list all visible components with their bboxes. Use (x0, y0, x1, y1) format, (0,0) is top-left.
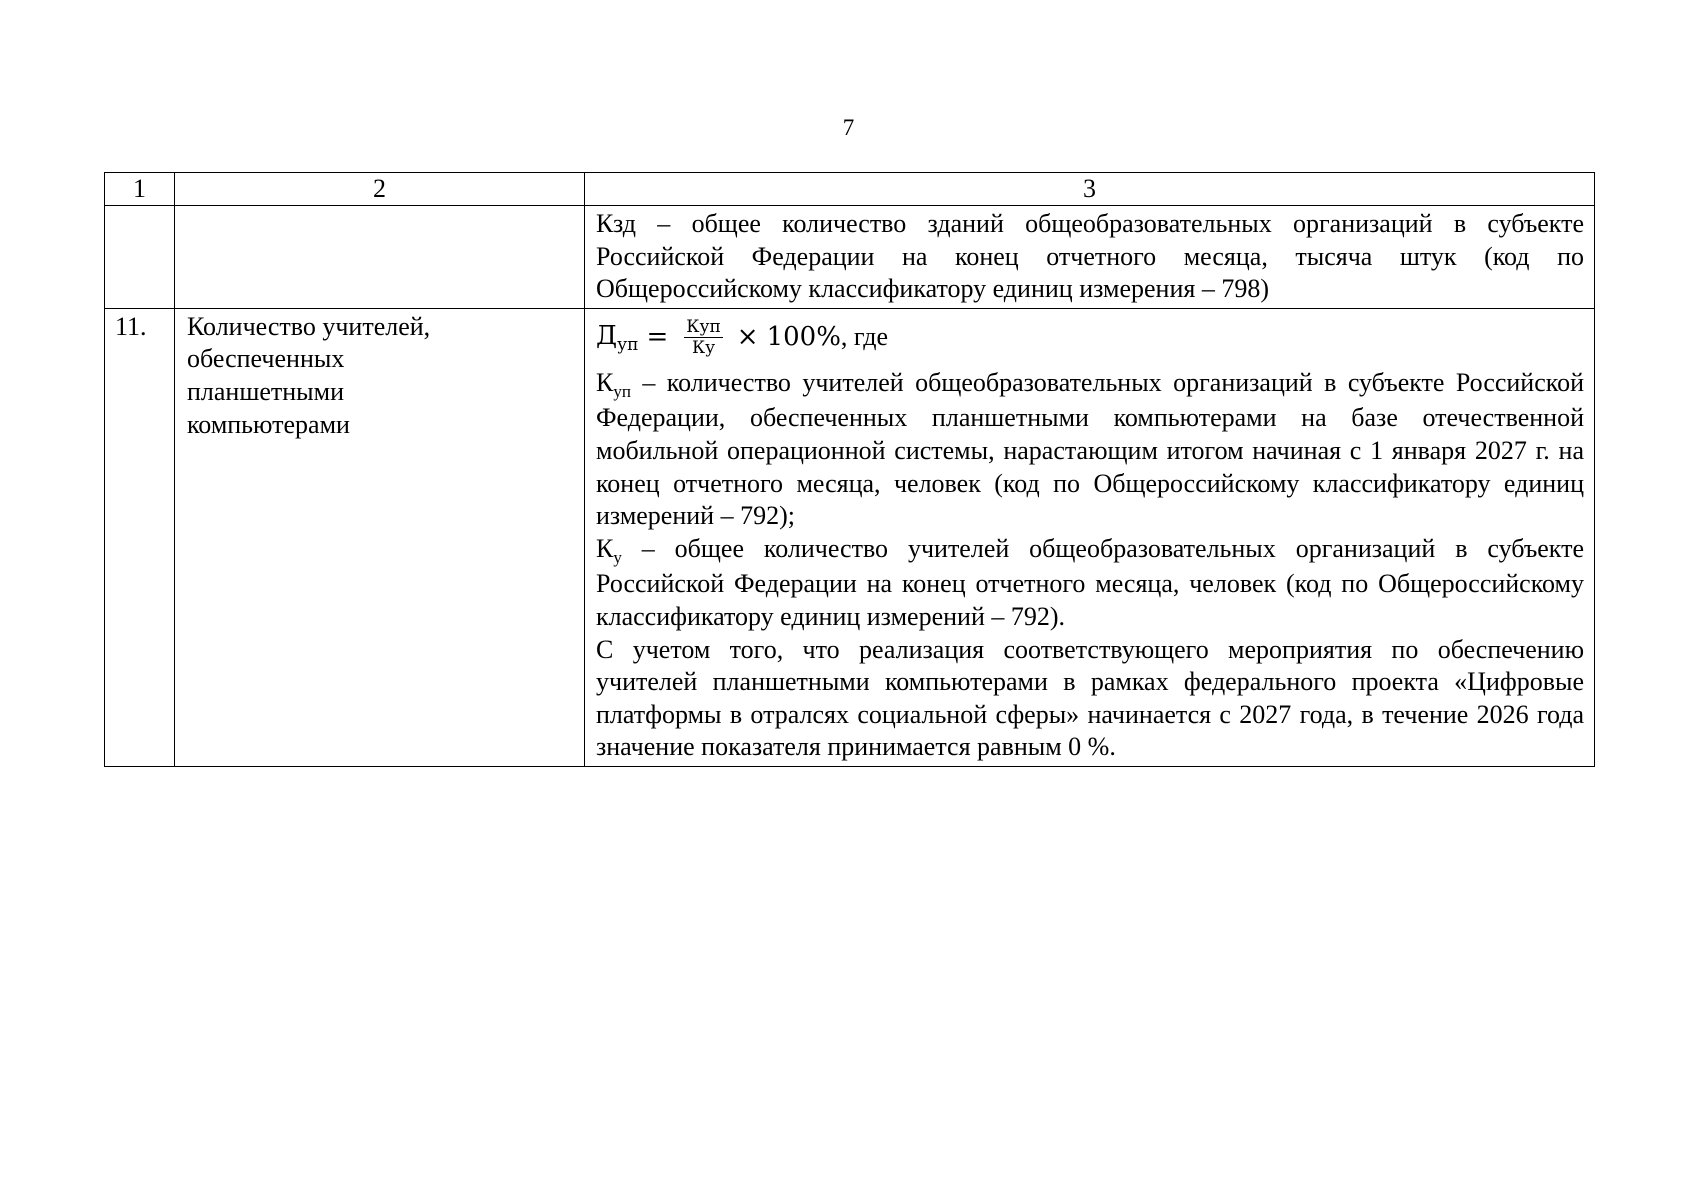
formula-percent: 100% (766, 322, 841, 353)
indicator-name-line: компьютерами (187, 409, 350, 439)
page-number: 7 (842, 115, 855, 140)
indicator-name-cell (175, 206, 585, 309)
kup-definition: $К_{уп}$ – количество учителей общеобразовательных организаций в субъекте Российской Федерации, обеспеченных планшетными компьютерами на базе отечественной мобильной операционной системы, нарастающим итогом начиная с 1 января 2027 г. на конец отчетного месяца, человек (код по Общероссийскому классификатору единиц измерений – 792); (596, 367, 1584, 531)
indicator-name-line: обеспеченных (187, 344, 345, 374)
formula-times: × (736, 322, 759, 353)
formula-equals: = (646, 322, 669, 353)
row-number-cell (105, 206, 175, 309)
methodology-cell (585, 308, 1595, 766)
formula-suffix: , где (840, 322, 889, 352)
formula-fraction (684, 317, 723, 358)
kzd-definition: Кзд – общее количество зданий общеобразовательных организаций в субъекте Российской Федерации на конец отчетного месяца, тысяча штук (код по Общероссийскому классификатору единиц измерения – 798) (596, 209, 1584, 304)
methodology-cell (585, 206, 1595, 309)
row-number-cell: 11. (105, 308, 175, 766)
indicator-name-line: планшетными (187, 376, 345, 406)
table-row (105, 308, 1595, 766)
calculation-formula (596, 311, 1584, 365)
table-row (105, 206, 1595, 309)
indicator-name-cell (175, 308, 585, 766)
column-header-2: 2 (175, 173, 585, 206)
column-header-3: 3 (585, 173, 1595, 206)
indicator-table (104, 172, 1595, 767)
formula-lhs: $Д_{уп}$ (596, 320, 639, 355)
indicator-name-line: Количество учителей, (187, 311, 431, 341)
implementation-note: С учетом того, что реализация соответствующего мероприятия по обеспечению учителей планшетными компьютерами в рамках федерального проекта «Цифровые платформы в отралсях социальной сферы» начинается с 2027 года, в течение 2026 года значение показателя принимается равным 0 %. (596, 634, 1584, 762)
formula-denominator: Ку (691, 338, 716, 359)
ku-definition: $К_у$ – общее количество учителей общеобразовательных организаций в субъекте Российской Федерации на конец отчетного месяца, человек (код по Общероссийскому классификатору единиц измерений – 792). (596, 533, 1584, 631)
formula-numerator: Куп (686, 317, 721, 338)
column-header-1: 1 (105, 173, 175, 206)
table-header-row (105, 173, 1595, 206)
